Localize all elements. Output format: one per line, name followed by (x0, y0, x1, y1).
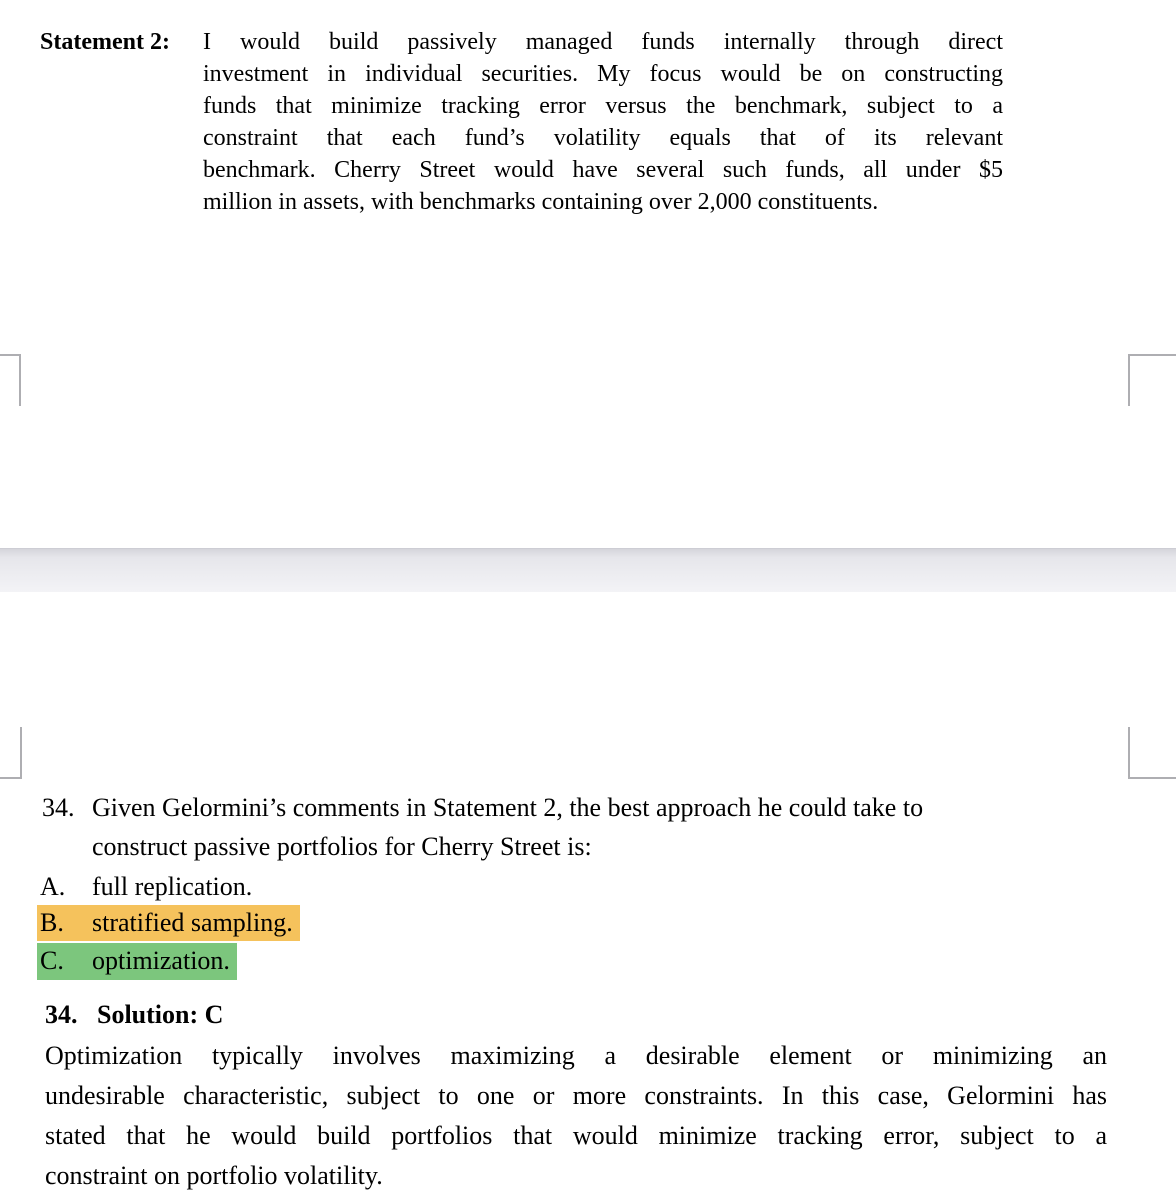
option-row-b-highlighted (37, 905, 300, 941)
statement-line: funds that minimize tracking error versus the benchmark, subject to a (203, 93, 1003, 119)
option-text: full replication. (92, 872, 253, 901)
option-letter: B. (40, 908, 64, 937)
solution-line: Optimization typically involves maximizing a desirable element or minimizing an (45, 1041, 1107, 1070)
option-text: optimization. (92, 946, 230, 975)
question-line: Given Gelormini’s comments in Statement 2, the best approach he could take to (92, 793, 924, 822)
option-letter: A. (40, 872, 66, 901)
statement-2-paragraph (203, 26, 1003, 218)
solution-question-number: 34. (45, 1000, 78, 1029)
statement-line: investment in individual securities. My focus would be on constructing (203, 61, 1003, 87)
option-row-a (37, 869, 259, 905)
statement-line: million in assets, with benchmarks containing over 2,000 constituents. (203, 189, 879, 215)
statement-line: benchmark. Cherry Street would have several such funds, all under $5 (203, 157, 1003, 183)
crop-mark-top-left (0, 354, 21, 406)
solution-paragraph (45, 1036, 1107, 1196)
solution-line: constraint on portfolio volatility. (45, 1161, 383, 1190)
statement-line: constraint that each fund’s volatility equals that of its relevant (203, 125, 1003, 151)
question-number: 34. (42, 793, 75, 822)
option-row-c-highlighted (37, 943, 237, 980)
solution-line: undesirable characteristic, subject to one or more constraints. In this case, Gelormini has (45, 1081, 1107, 1110)
option-letter: C. (40, 946, 64, 975)
crop-mark-bottom-right (1128, 727, 1176, 779)
solution-line: stated that he would build portfolios that would minimize tracking error, subject to a (45, 1121, 1107, 1150)
solution-label: Solution: C (97, 1000, 224, 1029)
crop-mark-top-right (1128, 354, 1176, 406)
question-line: construct passive portfolios for Cherry Street is: (92, 832, 592, 861)
option-text: stratified sampling. (92, 908, 293, 937)
statement-2-label: Statement 2: (40, 29, 170, 55)
solution-header (45, 1000, 223, 1030)
page-break-separator (0, 548, 1176, 592)
statement-line: I would build passively managed funds internally through direct (203, 29, 1003, 55)
crop-mark-bottom-left (0, 727, 22, 779)
